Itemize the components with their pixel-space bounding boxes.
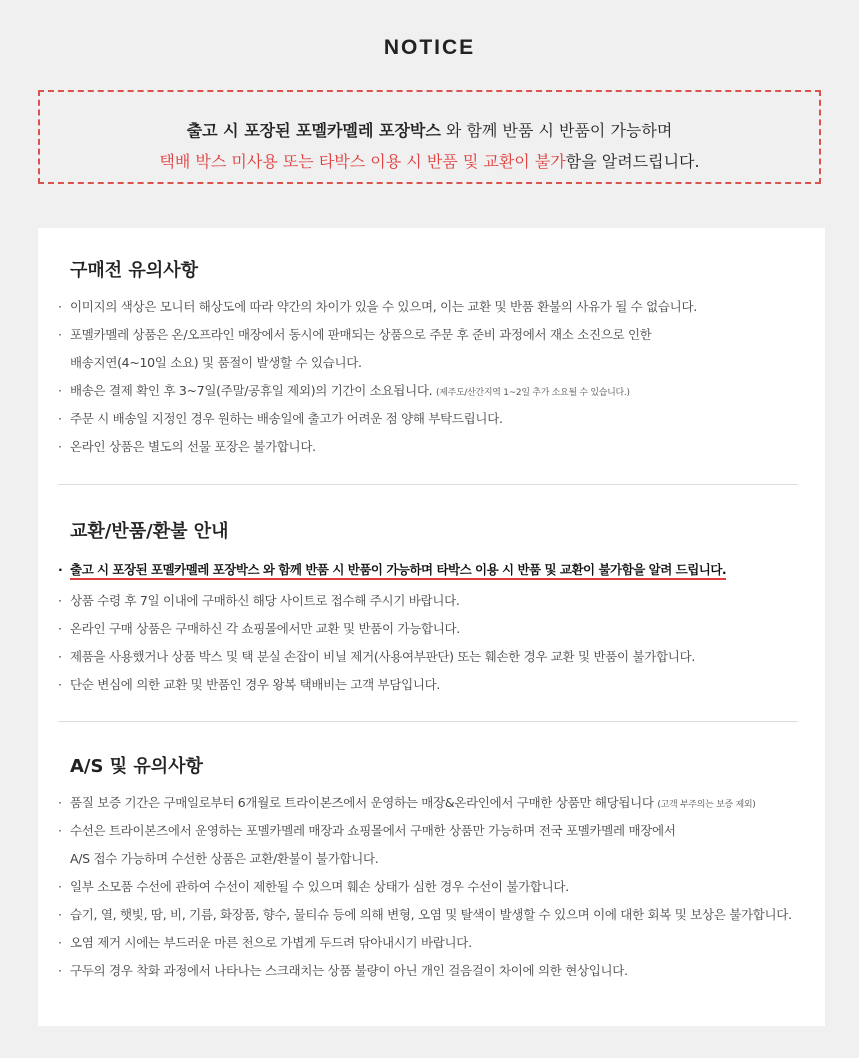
list-item: · 이미지의 색상은 모니터 해상도에 따라 약간의 차이가 있을 수 있으며, 이는 교환 및 반품 환불의 사유가 될 수 없습니다. bbox=[58, 299, 697, 314]
list-item-continued: 배송지연(4~10일 소요) 및 품절이 발생할 수 있습니다. bbox=[70, 355, 362, 370]
notice-title: NOTICE bbox=[383, 36, 476, 59]
section-title-exchange: 교환/반품/환불 안내 bbox=[70, 521, 229, 542]
notice-line-1 bbox=[40, 118, 819, 141]
list-item: · 수선은 트라이본즈에서 운영하는 포멜카멜레 매장과 쇼핑몰에서 구매한 상품만 가능하며 전국 포멜카멜레 매장에서 bbox=[58, 823, 676, 838]
divider bbox=[58, 721, 798, 722]
notice-line-1-bold: 출고 시 포장된 포멜카멜레 포장박스 bbox=[186, 121, 441, 140]
list-item: · 제품을 사용했거나 상품 박스 및 택 분실 손잡이 비닐 제거(사용여부판단) 또는 훼손한 경우 교환 및 반품이 불가합니다. bbox=[58, 649, 696, 664]
list-item: · 습기, 열, 햇빛, 땀, 비, 기름, 화장품, 향수, 물티슈 등에 의해 변형, 오염 및 탈색이 발생할 수 있으며 이에 대한 회복 및 보상은 불가합니다. bbox=[58, 907, 792, 922]
list-item: · 배송은 결제 확인 후 3~7일(주말/공휴일 제외)의 기간이 소요됩니다. (제주도/산간지역 1~2일 추가 소요될 수 있습니다.) bbox=[58, 383, 630, 398]
divider bbox=[58, 484, 798, 485]
list-item: · 주문 시 배송일 지정인 경우 원하는 배송일에 출고가 어려운 점 양해 부탁드립니다. bbox=[58, 411, 503, 426]
list-item: · 상품 수령 후 7일 이내에 구매하신 해당 사이트로 접수해 주시기 바랍니다. bbox=[58, 593, 460, 608]
list-item: · 단순 변심에 의한 교환 및 반품인 경우 왕복 택배비는 고객 부담입니다. bbox=[58, 677, 441, 692]
list-item: · 구두의 경우 착화 과정에서 나타나는 스크래치는 상품 불량이 아닌 개인 걸음걸이 차이에 의한 현상입니다. bbox=[58, 963, 628, 978]
list-item: · 일부 소모품 수선에 관하여 수선이 제한될 수 있으며 훼손 상태가 심한 경우 수선이 불가합니다. bbox=[58, 879, 569, 894]
warranty-note: (고객 부주의는 보증 제외) bbox=[657, 800, 756, 810]
list-item: · 오염 제거 시에는 부드러운 마른 천으로 가볍게 두드려 닦아내시기 바랍니다. bbox=[58, 935, 472, 950]
list-item: · 포멜카멜레 상품은 온/오프라인 매장에서 동시에 판매되는 상품으로 주문 후 준비 과정에서 재소 소진으로 인한 bbox=[58, 327, 652, 342]
notice-line-2 bbox=[40, 149, 819, 172]
section-title-before-purchase: 구매전 유의사항 bbox=[70, 260, 198, 281]
list-item: · 온라인 구매 상품은 구매하신 각 쇼핑몰에서만 교환 및 반품이 가능합니다. bbox=[58, 621, 460, 636]
list-item-continued: A/S 접수 가능하며 수선한 상품은 교환/환불이 불가합니다. bbox=[70, 851, 379, 866]
list-item: · 품질 보증 기간은 구매일로부터 6개월로 트라이본즈에서 운영하는 매장&온라인에서 구매한 상품만 해당됩니다 (고객 부주의는 보증 제외) bbox=[58, 795, 756, 810]
notice-line-1-rest: 와 함께 반품 시 반품이 가능하며 bbox=[440, 121, 673, 140]
notice-line-2-red: 택배 박스 미사용 또는 타박스 이용 시 반품 및 교환이 불가 bbox=[159, 152, 566, 171]
shipping-note: (제주도/산간지역 1~2일 추가 소요될 수 있습니다.) bbox=[436, 388, 630, 398]
info-panel bbox=[38, 228, 825, 1026]
notice-line-2-rest: 함을 알려드립니다. bbox=[565, 152, 700, 171]
list-item: · 온라인 상품은 별도의 선물 포장은 불가합니다. bbox=[58, 439, 316, 454]
section-title-as: A/S 및 유의사항 bbox=[70, 756, 203, 777]
exchange-emphasis: · 출고 시 포장된 포멜카멜레 포장박스 와 함께 반품 시 반품이 가능하며 타박스 이용 시 반품 및 교환이 불가함을 알려 드립니다. bbox=[58, 560, 726, 578]
notice-box bbox=[38, 90, 821, 184]
